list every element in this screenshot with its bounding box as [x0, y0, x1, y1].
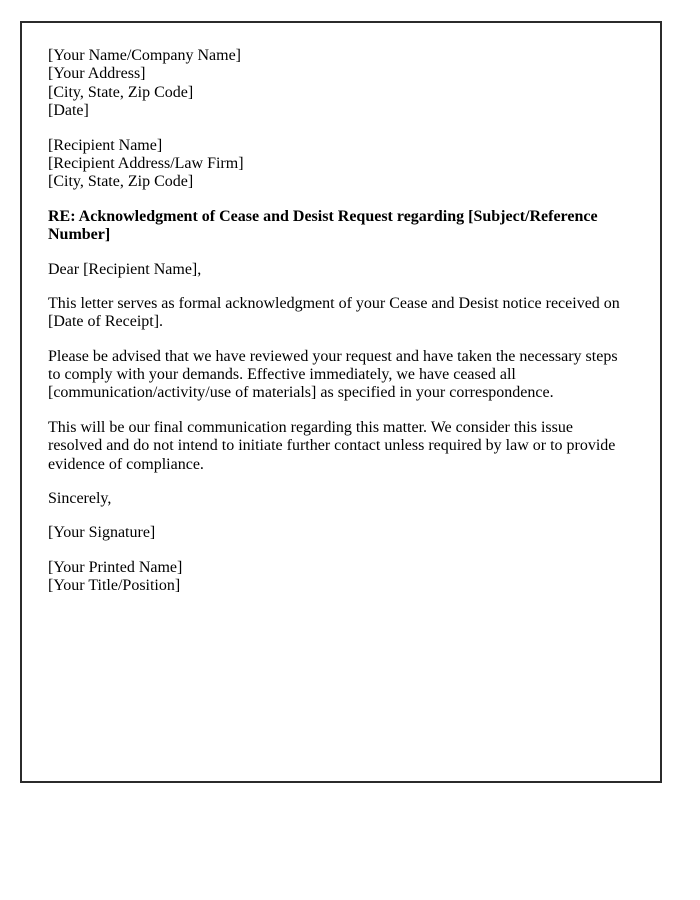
recipient-name: [Recipient Name]	[48, 136, 163, 154]
body-paragraph-1: This letter serves as formal acknowledgment of your Cease and Desist notice received on [Date of Receipt].	[48, 294, 620, 331]
printed-name: [Your Printed Name]	[48, 558, 183, 576]
closing: Sincerely,	[48, 490, 112, 508]
body-paragraph-3: This will be our final communication regarding this matter. We consider this issue resolved and do not intend to initiate further contact unless required by law or to provide evidence of compliance.	[48, 418, 616, 473]
recipient-city-state-zip: [City, State, Zip Code]	[48, 173, 194, 191]
body-paragraph-2: Please be advised that we have reviewed your request and have taken the necessary steps to comply with your demands. Effective immediately, we have ceased all [communication/activity/use of materials] as specified in your correspondence.	[48, 347, 618, 402]
sender-city-state-zip: [City, State, Zip Code]	[48, 83, 194, 101]
sender-address: [Your Address]	[48, 65, 146, 83]
subject-line: RE: Acknowledgment of Cease and Desist Request regarding [Subject/Reference Number]	[48, 207, 598, 244]
signature-placeholder: [Your Signature]	[48, 524, 156, 542]
letter-date: [Date]	[48, 102, 89, 120]
recipient-address-block	[48, 137, 624, 192]
sender-name: [Your Name/Company Name]	[48, 47, 242, 64]
recipient-address: [Recipient Address/Law Firm]	[48, 154, 244, 172]
letter-document	[20, 21, 662, 783]
sender-address-block	[48, 47, 624, 121]
title-position: [Your Title/Position]	[48, 577, 181, 595]
salutation: Dear [Recipient Name],	[48, 260, 202, 278]
signature-block	[48, 559, 624, 596]
